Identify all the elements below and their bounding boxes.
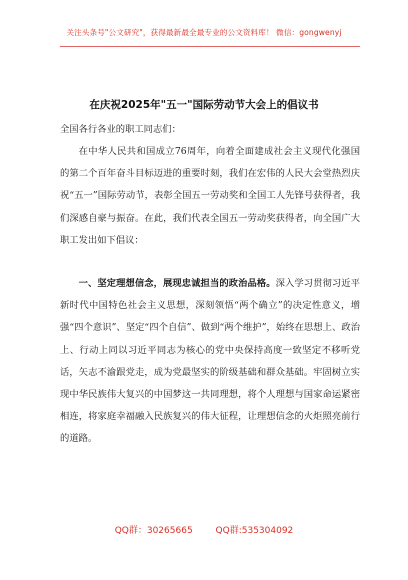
paragraph-intro: 在中华人民共和国成立76周年，向着全面建成社会主义现代化强国的第二个百年奋斗目标迈进的重要时刻，我们在宏伟的人民大会堂热烈庆祝“五一”国际劳动节，表彰全国五一劳动奖和全国工人先锋号获得者，我们深感自豪与振奋。在此，我们代表全国五一劳动奖获得者，向全国广大职工发出如下倡议： (60, 146, 360, 246)
header-divider (60, 46, 360, 47)
document-title: 在庆祝2025年"五一"国际劳动节大会上的倡议书 (89, 99, 319, 111)
footer (0, 523, 408, 536)
header-banner: 关注头条号"公文研究"，获得最新最全最专业的公文资料库！ 微信：gongwenyj (66, 28, 342, 37)
salutation: 全国各行各业的职工同志们： (60, 124, 181, 135)
section-1 (60, 273, 360, 451)
section-1-heading: 一、坚定理想信念，展现忠诚担当的政治品格。 (78, 278, 276, 289)
footer-qq-group-2: QQ群:535304092 (215, 526, 294, 536)
footer-qq-group-1: QQ群：30265665 (114, 526, 193, 536)
section-1-text: 深入学习贯彻习近平新时代中国特色社会主义思想，深刻领悟“两个确立”的决定性意义，增强“四个意识”、坚定“四个自信”、做到“两个维护”，始终在思想上、政治上、行动上同以习近平同志为核心的党中央保持高度一致坚定不移听党话，矢志不渝跟党走，成为党最坚实的阶级基础和群众基础。牢固树立实现中华民族伟大复兴的中国梦这一共同理想，将个人理想与国家命运紧密相连，将家庭幸福融入民族复兴的伟大征程，让理想信念的火炬照亮前行的道路。 (60, 278, 360, 445)
